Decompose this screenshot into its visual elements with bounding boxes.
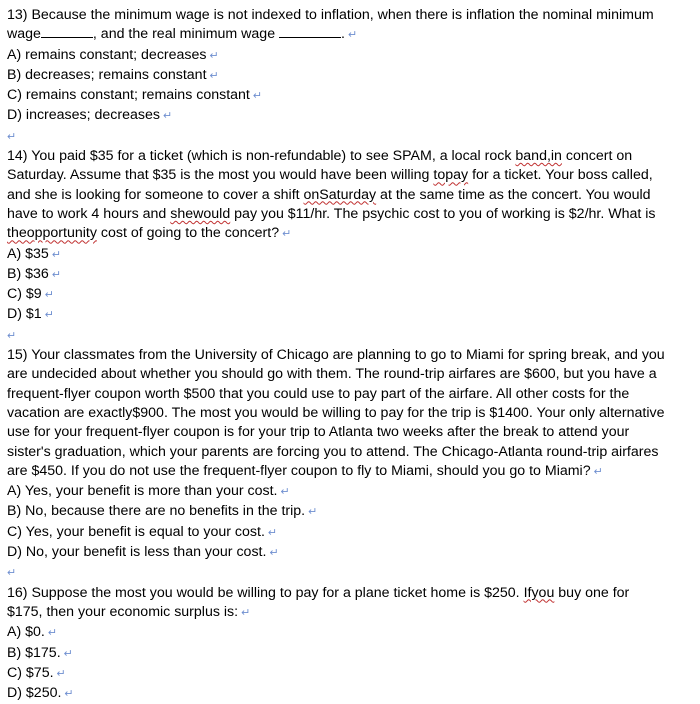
q15-option-d: D) No, your benefit is less than your cost. <box>7 544 267 561</box>
q15-stem-line: vacation are exactly$900. The most you would be willing to pay for the trip is $1400. Your only alternative <box>7 404 665 421</box>
option-line <box>7 46 692 66</box>
empty-paragraph <box>7 326 692 346</box>
spelling-error-word: Ifyou <box>523 584 555 601</box>
empty-paragraph <box>7 127 692 147</box>
q14-stem-line <box>7 166 692 185</box>
option-line <box>7 66 692 86</box>
answer-blank <box>41 25 93 38</box>
q14-text: cost of going to the concert? <box>96 225 280 242</box>
q14-stem-line <box>7 224 692 244</box>
question-14 <box>7 147 692 326</box>
paragraph-mark-icon: ↵ <box>44 289 54 302</box>
q13-stem-line-2 <box>7 25 692 45</box>
q13-stem-text: wage <box>7 26 41 43</box>
spelling-error-word: topay <box>433 167 469 184</box>
paragraph-mark-icon: ↵ <box>308 506 318 519</box>
q13-stem-text: , and the real minimum wage <box>92 26 276 43</box>
q13-option-b: B) decreases; remains constant <box>7 66 207 83</box>
q16-stem-line <box>7 584 692 603</box>
option-line <box>7 623 692 643</box>
paragraph-mark-icon: ↵ <box>64 688 74 701</box>
q15-stem-line: sister's graduation, which your parents are forcing you to attend. The Chicago-Atlanta round-trip airfares <box>7 443 659 460</box>
empty-paragraph <box>7 563 692 583</box>
q14-text: for a ticket. Your boss called, <box>468 167 653 184</box>
option-line <box>7 86 692 106</box>
paragraph-mark-icon: ↵ <box>269 547 279 560</box>
option-line <box>7 285 692 305</box>
q13-stem-line-1: 13) Because the minimum wage is not indexed to inflation, when there is inflation the nominal minimum <box>7 7 654 23</box>
option-line <box>7 502 692 522</box>
spelling-error-word: theopportunity <box>7 225 97 242</box>
paragraph-mark-icon: ↵ <box>56 667 66 680</box>
paragraph-mark-icon: ↵ <box>209 49 219 62</box>
paragraph-mark-icon: ↵ <box>44 309 54 322</box>
paragraph-mark-icon: ↵ <box>51 268 62 281</box>
q15-stem-line: frequent-flyer coupon worth $500 that you could use to pay part of the airfare. All other costs for the <box>7 385 630 402</box>
q14-text: at the same time as the concert. You would <box>376 186 651 203</box>
q14-stem-line <box>7 186 692 205</box>
question-15 <box>7 346 692 563</box>
q14-text: Saturday. Assume that $35 is the most you would have been willing <box>7 167 434 184</box>
paragraph-mark-icon: ↵ <box>7 130 17 143</box>
option-line <box>7 523 692 543</box>
option-line <box>7 265 692 285</box>
q16-text: buy one for <box>554 584 630 601</box>
paragraph-mark-icon: ↵ <box>63 647 73 660</box>
q15-text: are $450. If you do not use the frequent-flyer coupon to fly to Miami, should you go to Miami? <box>7 462 591 479</box>
q14-option-a: A) $35 <box>7 245 49 262</box>
q13-stem-text: . <box>341 26 345 43</box>
q15-option-a: A) Yes, your benefit is more than your cost. <box>7 483 278 500</box>
option-line <box>7 305 692 325</box>
q13-option-d: D) increases; decreases <box>7 107 160 124</box>
spelling-error-word: onSaturday <box>303 186 377 203</box>
q15-stem-line: are undecided about whether you should go with them. The round-trip airfares are $600, but you have a <box>7 366 657 383</box>
paragraph-mark-icon: ↵ <box>162 110 173 123</box>
q14-text: concert on <box>561 148 633 165</box>
paragraph-mark-icon: ↵ <box>280 486 290 499</box>
paragraph-mark-icon: ↵ <box>282 228 292 241</box>
paragraph-mark-icon: ↵ <box>51 248 62 261</box>
option-line <box>7 543 692 563</box>
paragraph-mark-icon: ↵ <box>267 526 278 539</box>
option-line <box>7 482 692 502</box>
option-line <box>7 106 692 126</box>
paragraph-mark-icon: ↵ <box>7 329 17 342</box>
q16-text: 16) Suppose the most you would be willing to pay for a plane ticket home is $250. <box>7 584 524 601</box>
q14-stem-line <box>7 205 692 224</box>
question-13 <box>7 6 692 127</box>
paragraph-mark-icon: ↵ <box>593 465 603 478</box>
spelling-error-word: shewould <box>170 205 231 222</box>
option-line <box>7 245 692 265</box>
q15-option-c: C) Yes, your benefit is equal to your cost. <box>7 523 265 540</box>
q14-text: and she is looking for someone to cover a shift <box>7 186 304 203</box>
question-16 <box>7 584 692 704</box>
q15-stem-line <box>7 462 692 482</box>
paragraph-mark-icon: ↵ <box>348 29 358 42</box>
q14-option-c: C) $9 <box>7 286 42 303</box>
q15-stem-line: use for your frequent-flyer coupon is for your trip to Atlanta two weeks after the break to attend your <box>7 424 630 441</box>
q15-stem-line: 15) Your classmates from the University of Chicago are planning to go to Miami for spring break, and you <box>7 347 665 364</box>
q14-option-b: B) $36 <box>7 265 49 282</box>
q14-text: 14) You paid $35 for a ticket (which is non-refundable) to see SPAM, a local rock <box>7 148 516 165</box>
paragraph-mark-icon: ↵ <box>47 627 58 640</box>
q14-text: pay you $11/hr. The psychic cost to you of working is $2/hr. What is <box>230 205 656 222</box>
paragraph-mark-icon: ↵ <box>241 606 251 619</box>
q13-option-a: A) remains constant; decreases <box>7 46 207 63</box>
paragraph-mark-icon: ↵ <box>209 69 219 82</box>
q15-option-b: B) No, because there are no benefits in the trip. <box>7 503 306 520</box>
q14-text: have to work 4 hours and <box>7 205 171 222</box>
answer-blank <box>279 25 341 38</box>
paragraph-mark-icon: ↵ <box>252 90 263 103</box>
q14-stem-line <box>7 147 692 166</box>
q16-option-d: D) $250. <box>7 685 62 702</box>
paragraph-mark-icon: ↵ <box>7 567 17 580</box>
q16-option-a: A) $0. <box>7 624 45 641</box>
option-line <box>7 644 692 664</box>
spelling-error-word: band,in <box>515 148 562 165</box>
option-line <box>7 664 692 684</box>
q13-option-c: C) remains constant; remains constant <box>7 87 250 104</box>
option-line <box>7 684 692 704</box>
q16-option-b: B) $175. <box>7 644 61 661</box>
q16-stem-line <box>7 603 692 623</box>
q16-option-c: C) $75. <box>7 664 54 681</box>
q16-text: $175, then your economic surplus is: <box>7 603 239 620</box>
q14-option-d: D) $1 <box>7 306 42 323</box>
